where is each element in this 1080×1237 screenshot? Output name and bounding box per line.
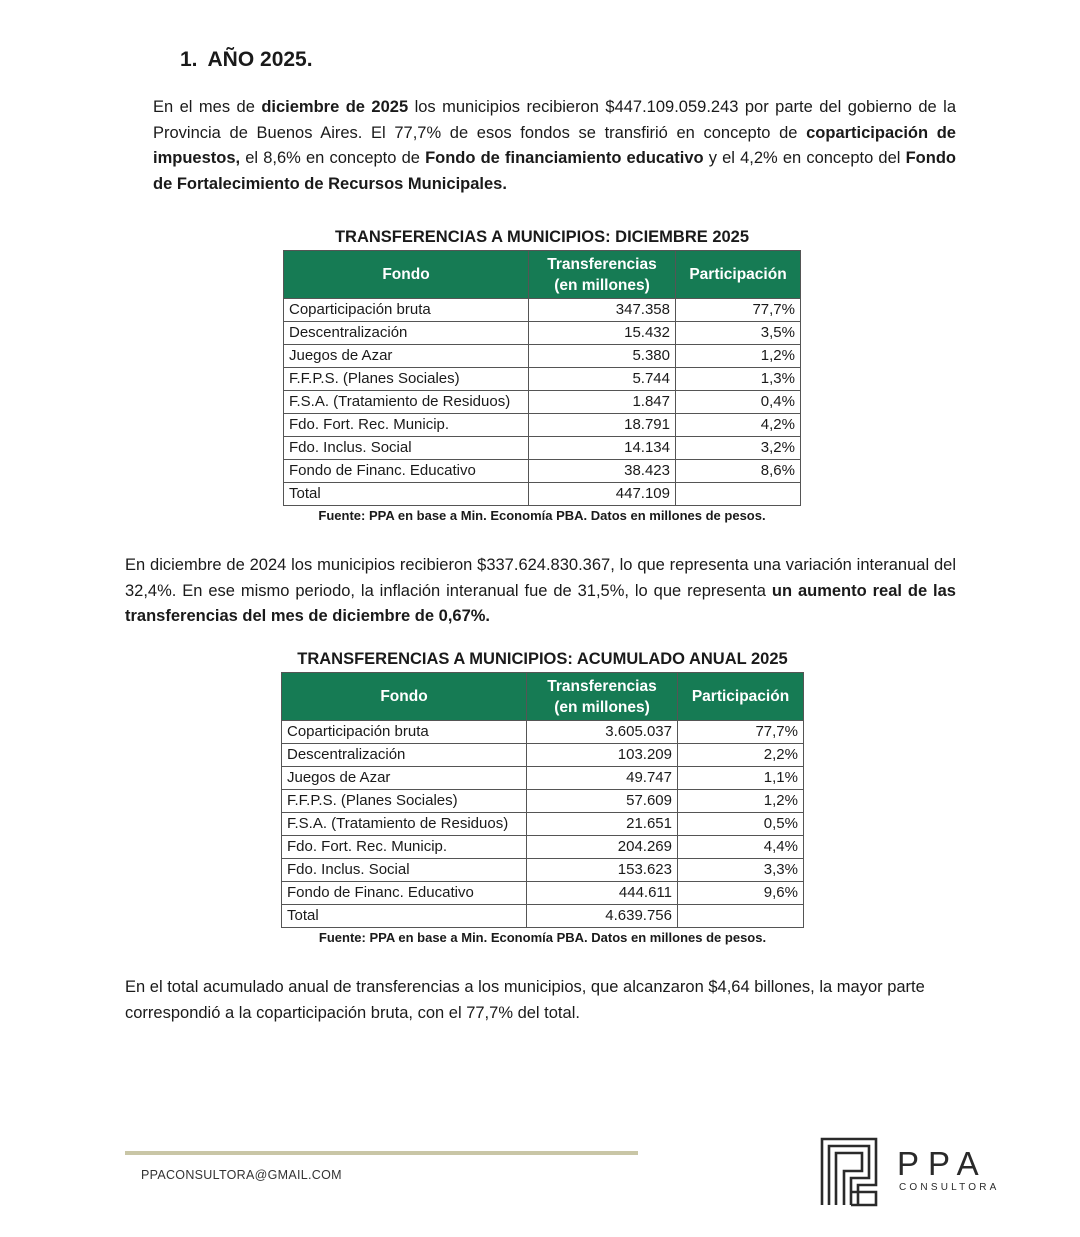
table-row (284, 322, 801, 345)
section-title-text: AÑO 2025. (207, 48, 313, 71)
logo-subtitle: CONSULTORA (899, 1182, 1000, 1193)
cell-fondo: Fdo. Inclus. Social (282, 859, 527, 882)
cell-participacion: 1,1% (678, 767, 804, 790)
header-fondo: Fondo (282, 673, 527, 721)
cell-transferencia: 153.623 (527, 859, 678, 882)
cell-participacion (676, 483, 801, 506)
p1-text-2: los municipios recibieron $447.109.059.243 por parte del gobierno de la Provincia de Buenos Aires. El 77,7% de esos fondos se transfirió en concepto de (153, 98, 956, 142)
cell-transferencia: 204.269 (527, 836, 678, 859)
table-annual (281, 672, 804, 928)
cell-participacion: 3,3% (678, 859, 804, 882)
cell-participacion: 1,3% (676, 368, 801, 391)
table-row (284, 460, 801, 483)
cell-fondo: F.S.A. (Tratamiento de Residuos) (282, 813, 527, 836)
cell-fondo: Juegos de Azar (282, 767, 527, 790)
cell-transferencia: 4.639.756 (527, 905, 678, 928)
cell-participacion: 0,5% (678, 813, 804, 836)
table-december-block (283, 228, 801, 523)
cell-transferencia: 38.423 (529, 460, 676, 483)
table-row (284, 414, 801, 437)
table-december-title: TRANSFERENCIAS A MUNICIPIOS: DICIEMBRE 2025 (334, 228, 750, 246)
cell-participacion: 4,4% (678, 836, 804, 859)
cell-fondo: Fdo. Inclus. Social (284, 437, 529, 460)
cell-participacion: 4,2% (676, 414, 801, 437)
table-row (284, 345, 801, 368)
table-row (282, 813, 804, 836)
cell-transferencia: 444.611 (527, 882, 678, 905)
header-transfer-line2: (en millones) (554, 698, 650, 716)
cell-transferencia: 5.744 (529, 368, 676, 391)
cell-fondo: Total (284, 483, 529, 506)
cell-participacion: 3,2% (676, 437, 801, 460)
table-december-source: Fuente: PPA en base a Min. Economía PBA. Datos en millones de pesos. (318, 508, 766, 523)
header-transfer-line1: Transferencias (547, 255, 657, 273)
p1-text-3: el 8,6% en concepto de (240, 149, 426, 168)
cell-transferencia: 1.847 (529, 391, 676, 414)
paragraph-annual-summary: En el total acumulado anual de transferencias a los municipios, que alcanzaron $4,64 billones, la mayor parte correspondió a la coparticipación bruta, con el 77,7% del total. (125, 978, 925, 1022)
ppa-maze-logo-icon (820, 1137, 880, 1207)
table-header-row (282, 673, 804, 721)
footer-email[interactable]: PPACONSULTORA@GMAIL.COM (141, 1168, 342, 1182)
p1-bold-2: coparticipación de impuestos, (153, 123, 956, 168)
p1-bold-1: diciembre de 2025 (261, 98, 409, 116)
cell-participacion: 2,2% (678, 744, 804, 767)
p1-bold-4: Fondo de Fortalecimiento de Recursos Municipales. (153, 149, 956, 194)
table-december (283, 250, 801, 506)
cell-fondo: Fdo. Fort. Rec. Municip. (282, 836, 527, 859)
table-row (282, 836, 804, 859)
section-number: 1. (180, 48, 198, 71)
cell-participacion: 1,2% (676, 345, 801, 368)
cell-transferencia: 14.134 (529, 437, 676, 460)
table-row (282, 790, 804, 813)
table-row (284, 483, 801, 506)
table-row (282, 905, 804, 928)
table-row (282, 721, 804, 744)
cell-participacion: 3,5% (676, 322, 801, 345)
p1-text-1: En el mes de (153, 98, 262, 116)
table-row (282, 744, 804, 767)
cell-transferencia: 21.651 (527, 813, 678, 836)
cell-transferencia: 49.747 (527, 767, 678, 790)
table-row (284, 391, 801, 414)
section-title (180, 48, 313, 72)
table-row (284, 437, 801, 460)
table-row (282, 859, 804, 882)
table-december-body (284, 299, 801, 506)
cell-fondo: Coparticipación bruta (284, 299, 529, 322)
header-participacion: Participación (678, 673, 804, 721)
cell-participacion: 77,7% (678, 721, 804, 744)
paragraph-interannual (125, 553, 956, 630)
cell-transferencia: 18.791 (529, 414, 676, 437)
cell-fondo: Total (282, 905, 527, 928)
cell-fondo: Coparticipación bruta (282, 721, 527, 744)
cell-transferencia: 3.605.037 (527, 721, 678, 744)
header-transferencias (529, 251, 676, 299)
header-participacion: Participación (676, 251, 801, 299)
cell-fondo: F.F.P.S. (Planes Sociales) (284, 368, 529, 391)
cell-fondo: Fdo. Fort. Rec. Municip. (284, 414, 529, 437)
header-transfer-line1: Transferencias (547, 677, 657, 695)
table-row (284, 368, 801, 391)
header-transferencias (527, 673, 678, 721)
cell-transferencia: 103.209 (527, 744, 678, 767)
cell-participacion: 1,2% (678, 790, 804, 813)
cell-fondo: Descentralización (282, 744, 527, 767)
cell-participacion: 9,6% (678, 882, 804, 905)
table-header-row (284, 251, 801, 299)
cell-participacion: 8,6% (676, 460, 801, 483)
footer-divider (125, 1151, 638, 1155)
cell-participacion: 0,4% (676, 391, 801, 414)
logo-name: PPA (897, 1145, 988, 1182)
table-row (282, 767, 804, 790)
table-annual-body (282, 721, 804, 928)
cell-fondo: Fondo de Financ. Educativo (282, 882, 527, 905)
cell-participacion (678, 905, 804, 928)
table-row (284, 299, 801, 322)
cell-transferencia: 57.609 (527, 790, 678, 813)
cell-fondo: F.S.A. (Tratamiento de Residuos) (284, 391, 529, 414)
p1-bold-3: Fondo de financiamiento educativo (425, 149, 704, 168)
table-annual-source: Fuente: PPA en base a Min. Economía PBA. Datos en millones de pesos. (318, 930, 767, 945)
cell-fondo: F.F.P.S. (Planes Sociales) (282, 790, 527, 813)
cell-participacion: 77,7% (676, 299, 801, 322)
table-row (282, 882, 804, 905)
table-annual-block (281, 650, 804, 945)
p2-bold-1: un aumento real de las transferencias del mes de diciembre de 0,67%. (125, 581, 956, 626)
header-fondo: Fondo (284, 251, 529, 299)
cell-fondo: Descentralización (284, 322, 529, 345)
cell-transferencia: 5.380 (529, 345, 676, 368)
header-transfer-line2: (en millones) (554, 276, 650, 294)
paragraph-december-summary (153, 95, 956, 198)
cell-fondo: Juegos de Azar (284, 345, 529, 368)
cell-transferencia: 447.109 (529, 483, 676, 506)
p2-text-1: En diciembre de 2024 los municipios recibieron $337.624.830.367, lo que representa una variación interanual del 32,4%. En ese mismo periodo, la inflación interanual fue de 31,5%, lo que representa (125, 556, 956, 600)
p1-text-4: y el 4,2% en concepto del (703, 149, 906, 168)
table-annual-title: TRANSFERENCIAS A MUNICIPIOS: ACUMULADO ANUAL 2025 (297, 650, 788, 668)
cell-transferencia: 15.432 (529, 322, 676, 345)
cell-fondo: Fondo de Financ. Educativo (284, 460, 529, 483)
cell-transferencia: 347.358 (529, 299, 676, 322)
